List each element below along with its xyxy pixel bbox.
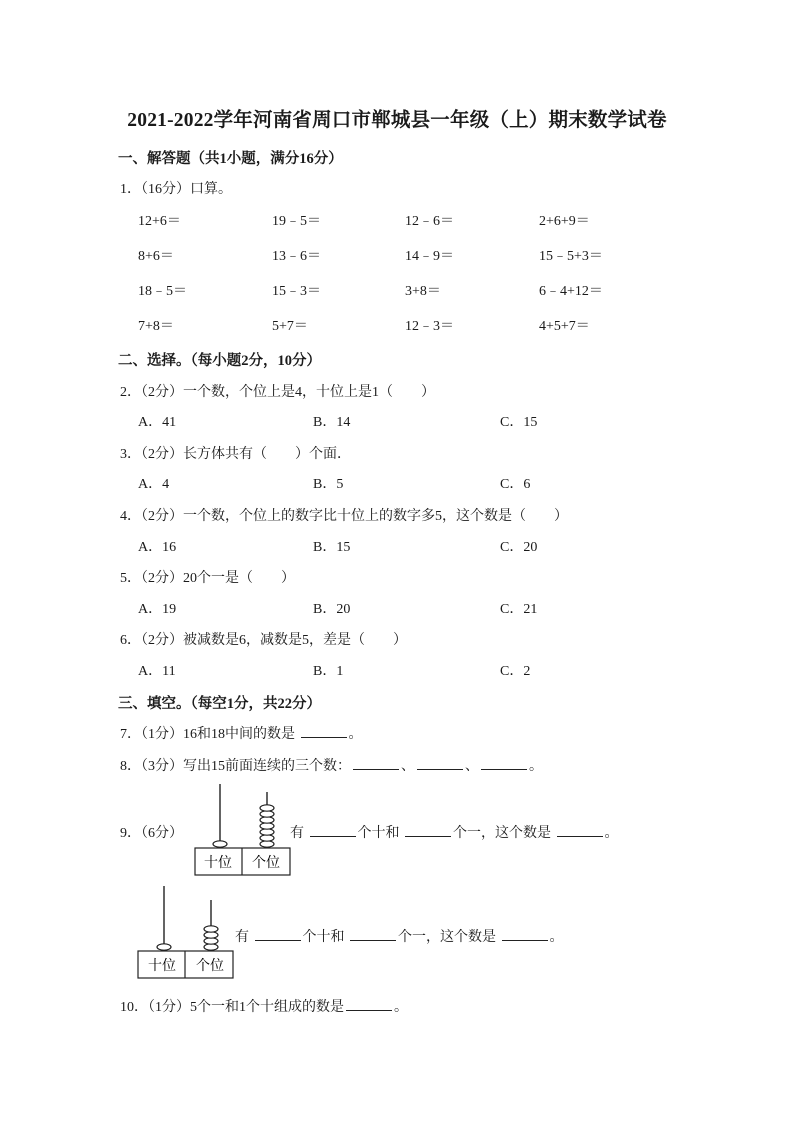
option-b: B．15 <box>313 540 351 555</box>
question-1-stem: 1．（16分）口算。 <box>120 182 232 197</box>
row-text: 有 <box>290 826 304 841</box>
punct: 、 <box>401 759 415 774</box>
answer-blank[interactable] <box>481 757 527 770</box>
row-text: 个一，这个数是 <box>398 930 496 945</box>
bead <box>213 841 227 847</box>
section-heading-3: 三、填空。（每空1分，共22分） <box>118 696 321 712</box>
grid-cell: 2+6+9＝ <box>539 214 590 229</box>
grid-cell: 4+5+7＝ <box>539 319 590 334</box>
grid-cell: 12+6＝ <box>138 214 181 229</box>
question-7-text: 7．（1分）16和18中间的数是 <box>120 727 295 742</box>
punct: 、 <box>465 759 479 774</box>
punct: 。 <box>348 727 363 742</box>
answer-blank[interactable] <box>417 757 463 770</box>
option-a: A．41 <box>138 415 177 430</box>
option-c: C．6 <box>500 477 531 492</box>
option-b: B．1 <box>313 664 344 679</box>
answer-blank[interactable] <box>502 928 548 941</box>
grid-cell: 14﹣9＝ <box>405 249 454 264</box>
question-10-text: 10．（1分）5个一和1个十组成的数是 <box>120 1000 344 1015</box>
answer-blank[interactable] <box>301 725 347 738</box>
grid-cell: 19﹣5＝ <box>272 214 321 229</box>
grid-cell: 13﹣6＝ <box>272 249 321 264</box>
question-7 <box>120 723 363 743</box>
question-9-label: 9．（6分） <box>120 826 183 841</box>
answer-blank[interactable] <box>255 928 301 941</box>
abacus-diagram-1 <box>194 782 292 878</box>
option-b: B．5 <box>313 477 344 492</box>
grid-cell: 7+8＝ <box>138 319 174 334</box>
section-heading-1: 一、解答题（共1小题，满分16分） <box>118 151 343 167</box>
row-text: 有 <box>235 930 249 945</box>
question-10 <box>120 996 408 1016</box>
grid-cell: 8+6＝ <box>138 249 174 264</box>
ones-label: 个位 <box>252 856 280 871</box>
answer-blank[interactable] <box>350 928 396 941</box>
answer-blank[interactable] <box>353 757 399 770</box>
option-b: B．20 <box>313 602 351 617</box>
punct: 。 <box>394 1000 408 1015</box>
grid-cell: 15﹣3＝ <box>272 284 321 299</box>
answer-blank[interactable] <box>310 824 356 837</box>
option-c: C．15 <box>500 415 538 430</box>
question-8-text: 8．（3分）写出15前面连续的三个数： <box>120 759 351 774</box>
option-a: A．16 <box>138 540 177 555</box>
punct: 。 <box>549 930 564 945</box>
section-heading-2: 二、选择。（每小题2分，10分） <box>118 353 321 369</box>
paper-title: 2021-2022学年河南省周口市郸城县一年级（上）期末数学试卷 <box>127 110 667 131</box>
abacus-figure <box>194 782 292 878</box>
question-5-stem: 5．（2分）20个一是（ ） <box>120 571 295 586</box>
answer-blank[interactable] <box>557 824 603 837</box>
option-a: A．4 <box>138 477 170 492</box>
grid-cell: 18﹣5＝ <box>138 284 187 299</box>
abacus-diagram-2 <box>137 884 235 980</box>
bead <box>157 944 171 950</box>
bead <box>260 805 274 811</box>
bead <box>204 926 218 932</box>
question-3-stem: 3．（2分）长方体共有（ ）个面． <box>120 447 351 462</box>
option-a: A．19 <box>138 602 177 617</box>
question-9-row-2 <box>235 926 564 946</box>
tens-label: 十位 <box>148 959 176 974</box>
abacus-figure <box>137 884 235 980</box>
option-a: A．11 <box>138 664 176 679</box>
option-b: B．14 <box>313 415 351 430</box>
question-2-stem: 2．（2分）一个数，个位上是4，十位上是1（ ） <box>120 385 435 400</box>
grid-cell: 12﹣3＝ <box>405 319 454 334</box>
row-text: 个一，这个数是 <box>453 826 551 841</box>
punct: 。 <box>604 826 619 841</box>
option-c: C．20 <box>500 540 538 555</box>
tens-label: 十位 <box>204 856 232 871</box>
punct: 。 <box>529 759 543 774</box>
option-c: C．21 <box>500 602 538 617</box>
ones-label: 个位 <box>196 959 224 974</box>
grid-cell: 5+7＝ <box>272 319 308 334</box>
grid-cell: 3+8＝ <box>405 284 441 299</box>
answer-blank[interactable] <box>346 998 392 1011</box>
grid-cell: 12﹣6＝ <box>405 214 454 229</box>
question-9-row-1 <box>290 822 619 842</box>
answer-blank[interactable] <box>405 824 451 837</box>
grid-cell: 15﹣5+3＝ <box>539 249 603 264</box>
row-text: 个十和 <box>302 930 345 945</box>
grid-cell: 6﹣4+12＝ <box>539 284 603 299</box>
question-6-stem: 6．（2分）被减数是6，减数是5，差是（ ） <box>120 633 407 648</box>
option-c: C．2 <box>500 664 531 679</box>
question-8 <box>120 755 543 775</box>
question-4-stem: 4．（2分）一个数，个位上的数字比十位上的数字多5，这个数是（ ） <box>120 509 568 524</box>
row-text: 个十和 <box>357 826 400 841</box>
